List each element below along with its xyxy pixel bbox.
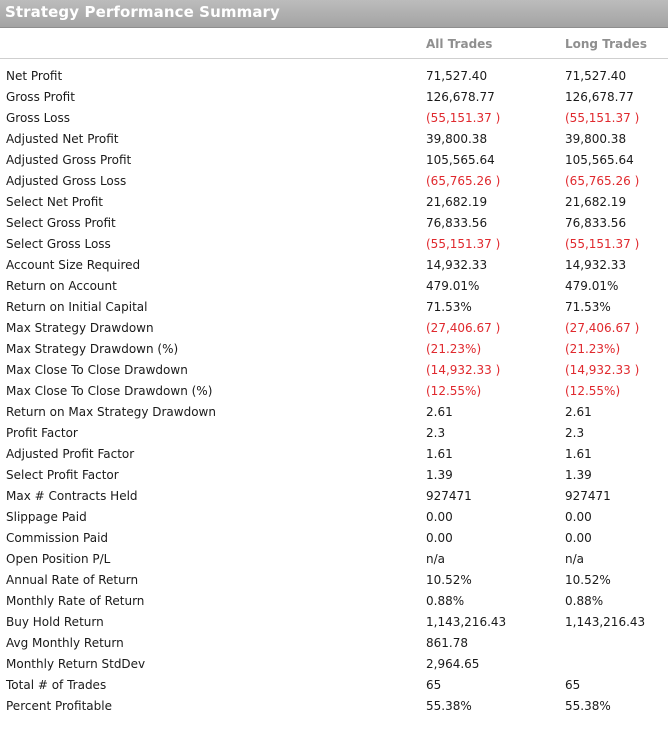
all-trades-value: 39,800.38 [426, 132, 488, 146]
window-titlebar [0, 0, 668, 28]
table-row [0, 276, 668, 297]
table-row [0, 696, 668, 717]
row-label: Adjusted Gross Profit [6, 153, 132, 167]
row-label: Max Strategy Drawdown [6, 321, 154, 335]
all-trades-value: 927471 [426, 489, 472, 503]
all-trades-value: 1.61 [426, 447, 453, 461]
table-row [0, 549, 668, 570]
long-trades-value: 39,800.38 [565, 132, 627, 146]
table-row [0, 675, 668, 696]
row-label: Percent Profitable [6, 699, 112, 713]
long-trades-value: 0.00 [565, 510, 592, 524]
all-trades-value: (55,151.37 ) [426, 237, 501, 251]
row-label: Commission Paid [6, 531, 109, 545]
row-label: Select Profit Factor [6, 468, 119, 482]
all-trades-value: (21.23%) [426, 342, 482, 356]
column-header-all-trades[interactable]: All Trades [426, 37, 493, 51]
table-row [0, 633, 668, 654]
long-trades-value: 105,565.64 [565, 153, 634, 167]
all-trades-value: 21,682.19 [426, 195, 488, 209]
all-trades-value: 2.61 [426, 405, 453, 419]
table-row [0, 465, 668, 486]
long-trades-value: n/a [565, 552, 585, 566]
table-row [0, 528, 668, 549]
table-row [0, 87, 668, 108]
table-row [0, 570, 668, 591]
row-label: Annual Rate of Return [6, 573, 139, 587]
table-row [0, 339, 668, 360]
row-label: Max Close To Close Drawdown [6, 363, 188, 377]
long-trades-value: 65 [565, 678, 581, 692]
all-trades-value: (27,406.67 ) [426, 321, 501, 335]
table-row [0, 213, 668, 234]
table-row [0, 612, 668, 633]
table-row [0, 402, 668, 423]
row-label: Max Strategy Drawdown (%) [6, 342, 179, 356]
long-trades-value: 71,527.40 [565, 69, 627, 83]
row-label: Return on Account [6, 279, 117, 293]
table-row [0, 255, 668, 276]
long-trades-value: 71.53% [565, 300, 611, 314]
row-label: Return on Initial Capital [6, 300, 148, 314]
long-trades-value: 479.01% [565, 279, 619, 293]
row-label: Account Size Required [6, 258, 141, 272]
long-trades-value: 76,833.56 [565, 216, 627, 230]
table-row [0, 129, 668, 150]
all-trades-value: 76,833.56 [426, 216, 488, 230]
long-trades-value: 126,678.77 [565, 90, 634, 104]
row-label: Avg Monthly Return [6, 636, 124, 650]
row-label: Buy Hold Return [6, 615, 104, 629]
long-trades-value: (27,406.67 ) [565, 321, 640, 335]
long-trades-value: 927471 [565, 489, 611, 503]
table-row [0, 234, 668, 255]
row-label: Max # Contracts Held [6, 489, 138, 503]
row-label: Return on Max Strategy Drawdown [6, 405, 216, 419]
long-trades-value: 55.38% [565, 699, 611, 713]
all-trades-value: 0.00 [426, 531, 453, 545]
row-label: Gross Loss [6, 111, 70, 125]
all-trades-value: 0.88% [426, 594, 465, 608]
long-trades-value: 21,682.19 [565, 195, 627, 209]
table-row [0, 171, 668, 192]
all-trades-value: 65 [426, 678, 442, 692]
all-trades-value: 105,565.64 [426, 153, 495, 167]
long-trades-value: 1.39 [565, 468, 592, 482]
all-trades-value: 861.78 [426, 636, 468, 650]
all-trades-value: 14,932.33 [426, 258, 488, 272]
all-trades-value: 0.00 [426, 510, 453, 524]
long-trades-value: (12.55%) [565, 384, 621, 398]
long-trades-value: (55,151.37 ) [565, 237, 640, 251]
row-label: Max Close To Close Drawdown (%) [6, 384, 213, 398]
all-trades-value: 71.53% [426, 300, 472, 314]
all-trades-value: 1.39 [426, 468, 453, 482]
summary-table [0, 66, 668, 717]
row-label: Select Net Profit [6, 195, 104, 209]
long-trades-value: 14,932.33 [565, 258, 627, 272]
long-trades-value: 2.3 [565, 426, 585, 440]
long-trades-value: 0.00 [565, 531, 592, 545]
all-trades-value: 1,143,216.43 [426, 615, 507, 629]
table-row [0, 297, 668, 318]
all-trades-value: (55,151.37 ) [426, 111, 501, 125]
row-label: Monthly Return StdDev [6, 657, 146, 671]
row-label: Net Profit [6, 69, 63, 83]
table-row [0, 444, 668, 465]
row-label: Profit Factor [6, 426, 78, 440]
all-trades-value: (65,765.26 ) [426, 174, 501, 188]
long-trades-value: (55,151.37 ) [565, 111, 640, 125]
table-row [0, 318, 668, 339]
long-trades-value: (21.23%) [565, 342, 621, 356]
table-row [0, 66, 668, 87]
all-trades-value: 2.3 [426, 426, 446, 440]
row-label: Total # of Trades [6, 678, 107, 692]
all-trades-value: 126,678.77 [426, 90, 495, 104]
row-label: Select Gross Loss [6, 237, 111, 251]
row-label: Adjusted Profit Factor [6, 447, 135, 461]
long-trades-value: (14,932.33 ) [565, 363, 640, 377]
row-label: Adjusted Gross Loss [6, 174, 127, 188]
table-row [0, 150, 668, 171]
table-row [0, 486, 668, 507]
row-label: Slippage Paid [6, 510, 87, 524]
row-label: Monthly Rate of Return [6, 594, 145, 608]
row-label: Gross Profit [6, 90, 75, 104]
long-trades-value: (65,765.26 ) [565, 174, 640, 188]
table-row [0, 423, 668, 444]
table-row [0, 360, 668, 381]
all-trades-value: 479.01% [426, 279, 480, 293]
all-trades-value: (12.55%) [426, 384, 482, 398]
window-title: Strategy Performance Summary [5, 3, 280, 21]
table-row [0, 192, 668, 213]
row-label: Select Gross Profit [6, 216, 116, 230]
all-trades-value: 2,964.65 [426, 657, 480, 671]
all-trades-value: 71,527.40 [426, 69, 488, 83]
table-row [0, 507, 668, 528]
long-trades-value: 2.61 [565, 405, 592, 419]
all-trades-value: (14,932.33 ) [426, 363, 501, 377]
long-trades-value: 10.52% [565, 573, 611, 587]
long-trades-value: 1,143,216.43 [565, 615, 646, 629]
header-divider [0, 58, 668, 59]
all-trades-value: 10.52% [426, 573, 472, 587]
table-row [0, 591, 668, 612]
row-label: Open Position P/L [6, 552, 111, 566]
table-row [0, 108, 668, 129]
long-trades-value: 1.61 [565, 447, 592, 461]
table-row [0, 654, 668, 675]
all-trades-value: 55.38% [426, 699, 472, 713]
column-header-long-trades[interactable]: Long Trades [565, 37, 647, 51]
row-label: Adjusted Net Profit [6, 132, 119, 146]
all-trades-value: n/a [426, 552, 446, 566]
long-trades-value: 0.88% [565, 594, 604, 608]
table-row [0, 381, 668, 402]
